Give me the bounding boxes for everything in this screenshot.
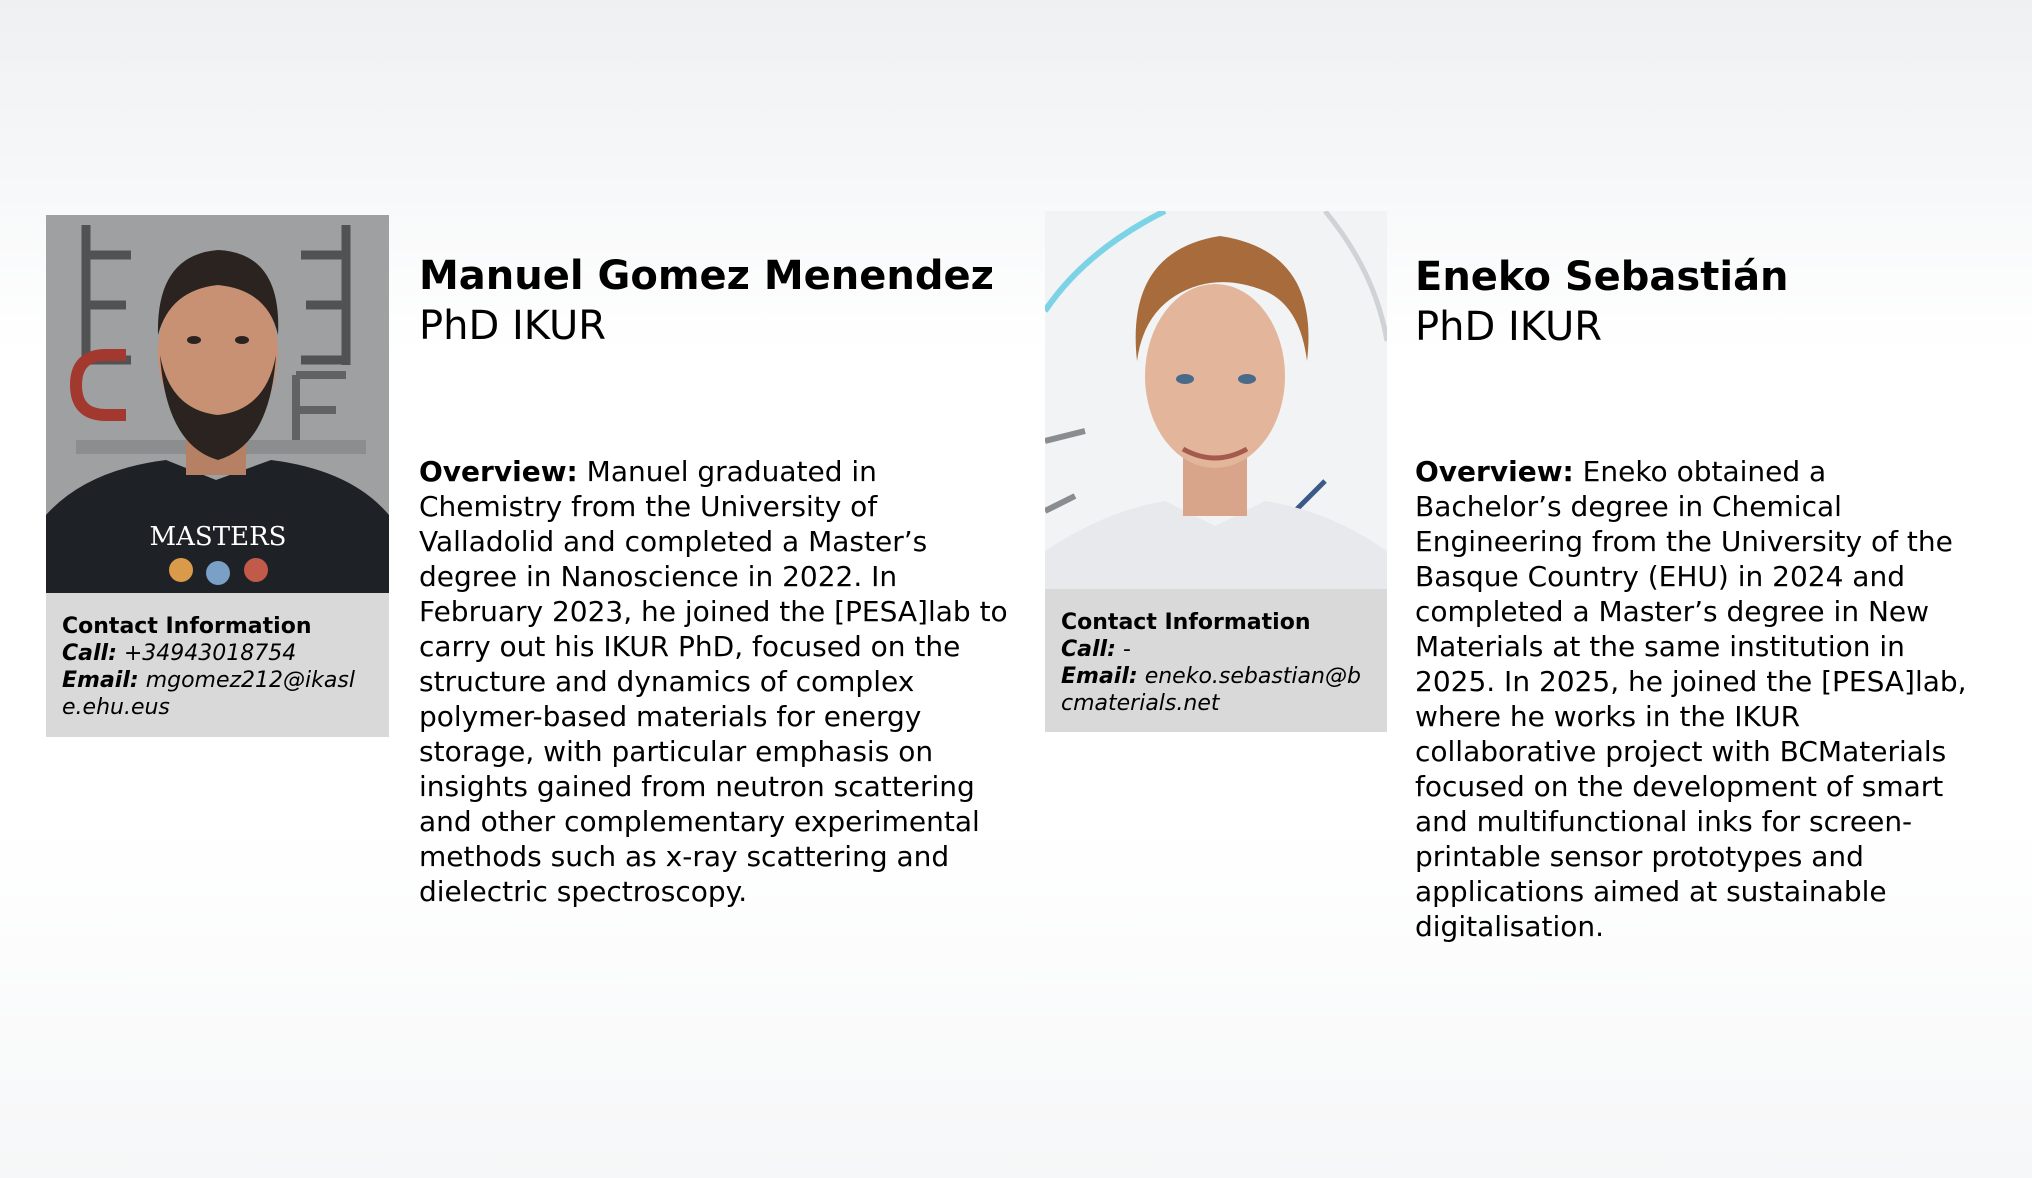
person-name: Eneko Sebastián [1415, 254, 1789, 300]
overview-label: Overview: [419, 455, 578, 488]
overview-text [1415, 454, 1980, 944]
email-label: Email: [1061, 664, 1138, 689]
contact-box-eneko [1045, 589, 1387, 732]
person-role: PhD IKUR [419, 303, 607, 349]
call-label: Call: [1061, 637, 1116, 662]
svg-text:MASTERS: MASTERS [149, 522, 287, 552]
overview-body: Manuel graduated in Chemistry from the University of Valladolid and completed a Master’s degree in Nanoscience in 2022. In February 2023, he joined the [PESA]lab to carry out his IKUR PhD, focused on the structure and dynamics of complex polymer-based materials for energy storage, with particular emphasis on insights gained from neutron scattering and other complementary experimental methods such as x-ray scattering and dielectric spectroscopy. [419, 455, 1008, 908]
contact-title: Contact Information [62, 614, 312, 639]
call-value: +34943018754 [123, 641, 297, 666]
contact-box-manuel [46, 593, 389, 737]
contact-email [62, 667, 373, 721]
call-label: Call: [62, 641, 117, 666]
email-label: Email: [62, 668, 139, 693]
email-value: eneko.sebastian@bcmaterials.net [1061, 664, 1361, 716]
contact-call [1061, 636, 1371, 663]
contact-call [62, 640, 373, 667]
overview-label: Overview: [1415, 455, 1574, 488]
email-value: mgomez212@ikasle.ehu.eus [62, 668, 355, 720]
contact-title: Contact Information [1061, 610, 1311, 635]
profile-photo-eneko [1045, 211, 1387, 589]
call-value: - [1122, 637, 1131, 662]
overview-text [419, 454, 1009, 909]
person-role: PhD IKUR [1415, 304, 1603, 350]
profile-photo-manuel [46, 215, 389, 593]
person-name: Manuel Gomez Menendez [419, 253, 994, 299]
overview-body: Eneko obtained a Bachelor’s degree in Chemical Engineering from the University of the Basque Country (EHU) in 2024 and completed a Master’s degree in New Materials at the same institution in 2025. In 2025, he joined the [PESA]lab, where he works in the IKUR collaborative project with BCMaterials focused on the development of smart and multifunctional inks for screen-printable sensor prototypes and applications aimed at sustainable digitalisation. [1415, 455, 1967, 943]
contact-email [1061, 663, 1371, 717]
